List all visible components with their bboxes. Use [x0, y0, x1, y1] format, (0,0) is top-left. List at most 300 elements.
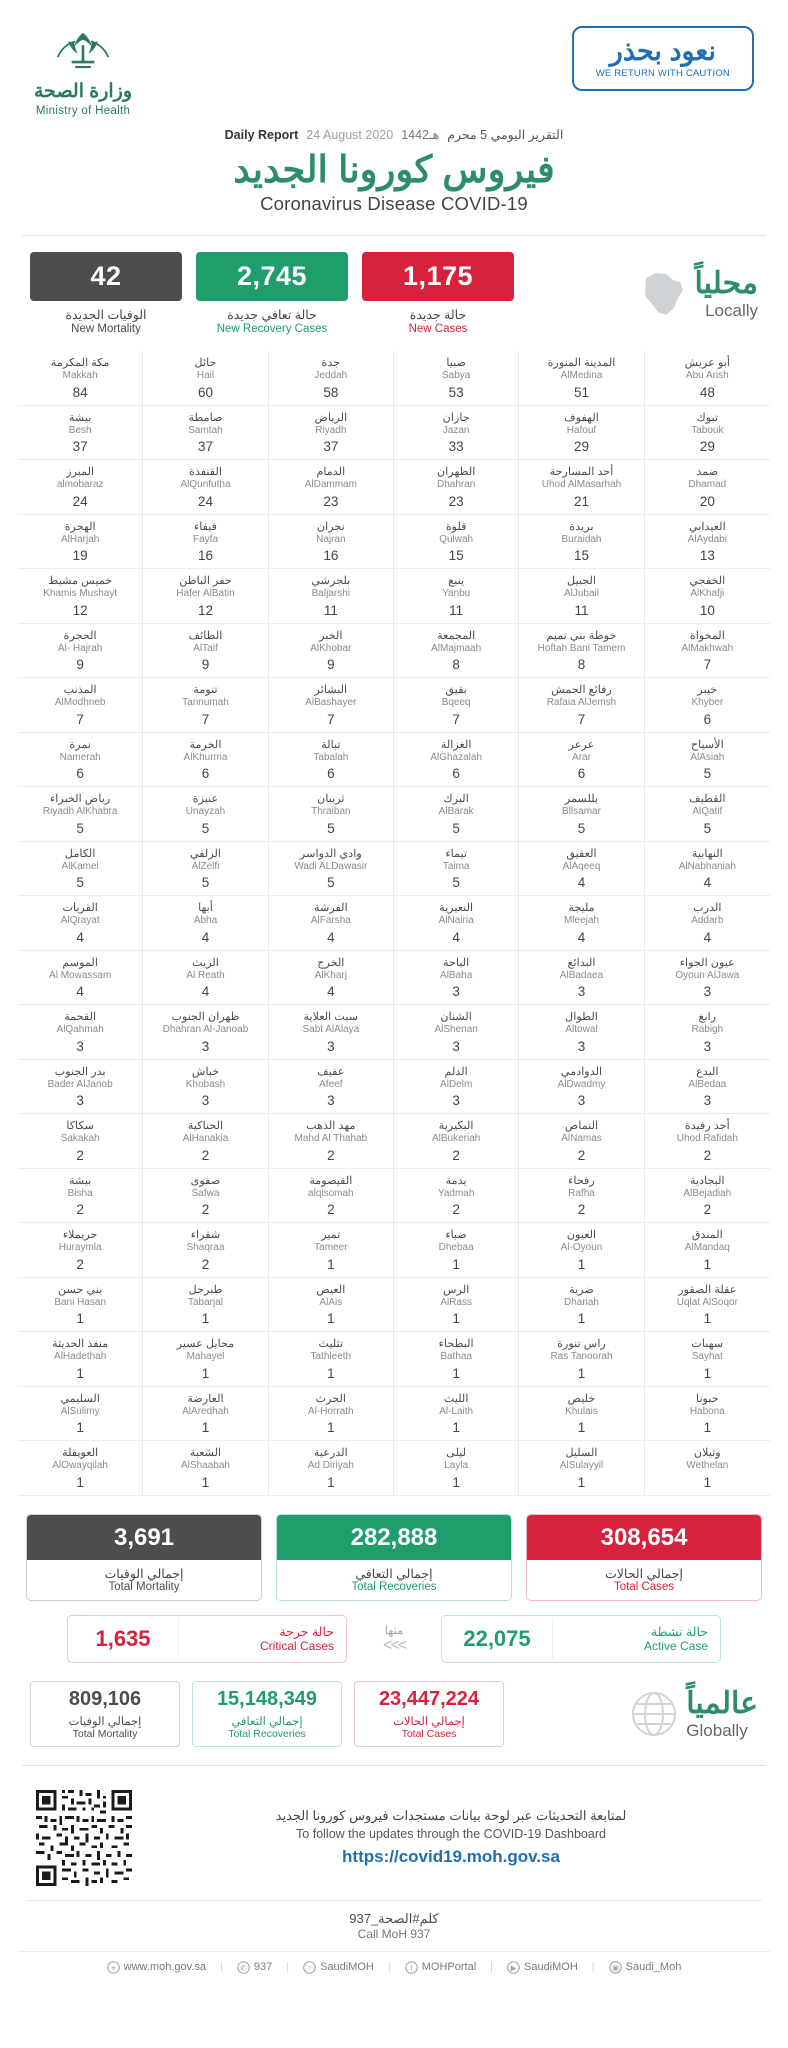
city-name-ar: أبها: [198, 902, 213, 914]
city-name-ar: خباش: [191, 1065, 220, 1078]
city-cell: [18, 1060, 143, 1115]
city-name-ar: القريات: [62, 902, 98, 914]
city-case-count: 1: [577, 1420, 586, 1435]
city-case-count: 51: [573, 384, 589, 400]
city-name-ar: النماص: [564, 1120, 599, 1132]
city-name-en: Rabigh: [691, 1024, 724, 1035]
city-cell: [519, 1169, 644, 1224]
city-name-en: AlAqeeq: [562, 860, 601, 872]
city-name-en: Dhahran Al-Janoab: [162, 1024, 249, 1035]
city-case-count: 3: [201, 1038, 210, 1054]
city-name-ar: جدة: [321, 357, 341, 369]
active-cases-value: 22,075: [463, 1625, 531, 1651]
city-name-ar: الحناكية: [187, 1120, 224, 1132]
city-name-en: AlKhobar: [310, 642, 352, 654]
daily-report-label-ar: التقرير اليومي 5 محرم: [447, 128, 564, 142]
city-cell: [18, 624, 143, 679]
city-name-en: Qulwah: [439, 533, 474, 545]
city-name-en: Thraiban: [311, 806, 351, 817]
city-case-count: 2: [201, 1256, 210, 1272]
city-case-count: 4: [327, 929, 335, 945]
city-name-en: Uqlat AlSoqor: [676, 1296, 738, 1308]
phone-icon: [237, 1961, 250, 1974]
city-case-count: 11: [449, 602, 464, 618]
stat-new-cases: [362, 252, 514, 335]
svg-text:▶: ▶: [510, 1962, 517, 1972]
global-total-mortality: [30, 1681, 180, 1747]
report-header: [0, 0, 788, 121]
city-name-en: Mahd Al Thahab: [294, 1133, 368, 1144]
city-name-en: AlNamas: [561, 1133, 602, 1144]
city-cell: [18, 896, 143, 951]
city-name-ar: أحد رفيدة: [684, 1120, 730, 1132]
city-name-en: Bllsamar: [562, 806, 601, 817]
city-name-en: AlNabhaniah: [678, 860, 736, 872]
city-cell: [519, 787, 644, 842]
city-case-count: 5: [577, 820, 586, 836]
city-case-count: 7: [577, 711, 586, 727]
city-name-en: Khobash: [185, 1078, 226, 1090]
city-name-en: Ad Diriyah: [307, 1460, 354, 1471]
total-cases-label-en: Total Cases: [613, 1580, 675, 1593]
global-total-mortality-label-en: Total Mortality: [72, 1727, 138, 1740]
city-name-ar: بريدة: [569, 520, 594, 533]
city-name-en: AlBarak: [438, 806, 474, 817]
city-cell: [645, 1169, 770, 1224]
city-name-ar: بدر الجنوب: [54, 1065, 106, 1078]
city-cell: [645, 460, 770, 515]
city-name-en: Baljarshi: [311, 588, 350, 599]
city-name-ar: البكيرية: [438, 1120, 474, 1132]
city-cell: [394, 1005, 519, 1060]
city-case-count: 23: [448, 493, 464, 509]
footer-social-row: [18, 1951, 770, 1978]
city-name-en: Bani Hasan: [54, 1296, 107, 1308]
city-case-count: 2: [327, 1147, 335, 1163]
dashboard-label-ar: لمتابعة التحديثات عبر لوحة بيانات مستجدات فيروس كورونا الجديد: [275, 1808, 627, 1823]
city-cell: [645, 678, 770, 733]
city-name-ar: أحد المسارحة: [549, 466, 614, 478]
city-name-en: Hafer AlBatin: [176, 588, 235, 599]
moh-logo-label-ar: وزارة الصحة: [34, 81, 133, 102]
city-name-en: AlBedaa: [688, 1078, 727, 1090]
total-recoveries: [276, 1514, 512, 1601]
city-name-ar: الليث: [443, 1392, 469, 1405]
footer-item[interactable]: [507, 1961, 578, 1974]
from-of-label-ar: منها: [384, 1624, 404, 1637]
city-name-en: AlGhazalah: [430, 751, 483, 763]
city-name-en: AlAredhah: [182, 1405, 229, 1417]
city-case-count: 5: [452, 875, 460, 890]
city-cell: [18, 1005, 143, 1060]
city-name-ar: راس تنورة: [557, 1338, 606, 1350]
city-cell: [519, 896, 644, 951]
city-cell: [269, 1060, 394, 1115]
city-name-ar: بني حسن: [57, 1283, 103, 1296]
city-case-count: 84: [72, 384, 88, 400]
city-cell: [394, 624, 519, 679]
city-case-count: 1: [327, 1474, 335, 1490]
city-name-ar: الريث: [192, 956, 219, 969]
city-name-ar: الفرشة: [313, 902, 348, 914]
critical-cases-label-en: Critical Cases: [259, 1639, 334, 1653]
city-name-ar: القنفذة: [189, 466, 222, 478]
city-cell: [143, 1060, 268, 1115]
city-name-ar: عرعر: [568, 738, 595, 751]
city-name-en: Khulais: [565, 1405, 598, 1417]
city-name-en: AlOwayqilah: [52, 1460, 108, 1471]
city-name-en: AlQatif: [692, 806, 723, 817]
city-case-count: 5: [201, 820, 210, 836]
city-case-count: 9: [76, 657, 84, 672]
saudi-map-icon: [640, 268, 686, 320]
city-name-ar: الجبيل: [567, 575, 596, 587]
stat-new-recoveries-value: 2,745: [196, 252, 348, 301]
global-total-recoveries: [192, 1681, 342, 1747]
globe-icon: [107, 1961, 120, 1974]
city-name-ar: صفوى: [190, 1174, 221, 1187]
city-case-count: 29: [573, 439, 589, 454]
city-case-count: 1: [201, 1474, 210, 1490]
footer-item[interactable]: [405, 1961, 476, 1974]
city-cell: [519, 1441, 644, 1496]
city-name-en: Unayzah: [185, 806, 226, 817]
global-total-mortality-value: 809,106: [68, 1687, 142, 1710]
city-name-en: AlSulimy: [60, 1405, 100, 1417]
city-name-ar: العقيق: [566, 847, 597, 860]
twitter-icon: [303, 1961, 316, 1974]
city-name-en: Al Reath: [186, 969, 225, 981]
city-name-en: Hafouf: [566, 424, 597, 436]
from-of-indicator: [359, 1623, 429, 1655]
city-name-en: Tathleeth: [310, 1351, 352, 1362]
city-name-en: AlKharj: [314, 969, 347, 981]
stat-new-cases-label-ar: حالة جديدة: [409, 308, 467, 322]
divider-2: [22, 1765, 766, 1766]
city-case-count: 2: [76, 1256, 84, 1272]
city-case-count: 1: [703, 1474, 712, 1490]
city-case-count: 4: [76, 929, 84, 945]
svg-text:ᵗ: ᵗ: [308, 1962, 311, 1972]
city-name-ar: البرك: [443, 793, 469, 805]
city-name-ar: الغزالة: [440, 738, 472, 751]
city-cell: [394, 351, 519, 406]
city-cell: [18, 1332, 143, 1387]
city-name-ar: الظهران: [436, 466, 476, 478]
city-cell: [645, 896, 770, 951]
city-cell: [18, 569, 143, 624]
city-name-en: Al-Horrath: [308, 1405, 354, 1417]
city-case-count: 2: [327, 1202, 335, 1217]
critical-cases-label-ar: حالة حرجة: [279, 1625, 334, 1639]
global-total-cases: [354, 1681, 504, 1747]
city-name-en: Altowal: [565, 1024, 598, 1035]
city-case-count: 1: [703, 1420, 712, 1435]
city-cell: [645, 787, 770, 842]
title-block: [0, 121, 788, 223]
city-cell: [143, 624, 268, 679]
city-case-count: 4: [76, 984, 84, 999]
city-cell: [645, 951, 770, 1006]
city-cell: [18, 1278, 143, 1333]
city-name-ar: الخرمة: [189, 738, 222, 751]
city-case-count: 1: [452, 1256, 460, 1272]
city-cell: [645, 624, 770, 679]
city-name-ar: البدع: [696, 1065, 719, 1078]
city-case-count: 3: [327, 1093, 335, 1108]
city-name-en: Hoftah Bani Tamem: [537, 642, 626, 654]
city-cell: [143, 951, 268, 1006]
city-cell: [645, 406, 770, 461]
city-name-en: Dhebaa: [438, 1242, 474, 1253]
city-case-count: 2: [201, 1202, 210, 1217]
city-name-en: Samtah: [188, 424, 223, 436]
locally-label-ar: محلياً: [694, 267, 758, 300]
city-cell: [143, 1441, 268, 1496]
city-case-count: 8: [577, 657, 586, 672]
city-case-count: 6: [201, 766, 210, 781]
footer-separator: |: [591, 1961, 595, 1973]
city-name-en: Makkah: [62, 370, 98, 381]
city-name-ar: سهبات: [691, 1338, 724, 1350]
globe-icon: [630, 1690, 678, 1738]
city-cell: [269, 733, 394, 788]
city-name-ar: رابغ: [698, 1011, 717, 1023]
city-name-ar: العيص: [316, 1283, 346, 1296]
city-name-en: Abu Arish: [685, 370, 729, 381]
city-name-ar: البشائر: [314, 684, 348, 696]
city-case-count: 9: [327, 657, 335, 672]
city-name-en: AlDwadmy: [557, 1078, 606, 1090]
city-case-count: 5: [703, 766, 712, 781]
hijri-year: 1442هـ: [401, 128, 440, 142]
svg-text:✆: ✆: [240, 1962, 247, 1972]
city-cell: [645, 1114, 770, 1169]
footer-item[interactable]: [303, 1961, 374, 1974]
global-total-cases-label-en: Total Cases: [401, 1727, 457, 1740]
daily-report-label-en: Daily Report: [224, 127, 299, 142]
city-name-ar: الرياض: [314, 411, 348, 424]
city-name-en: AlAis: [319, 1296, 343, 1308]
city-cell: [645, 515, 770, 570]
globally-stat-group: [30, 1681, 504, 1747]
city-cell: [519, 1332, 644, 1387]
city-name-en: Namerah: [59, 751, 101, 763]
city-name-ar: العيدابي: [688, 520, 726, 533]
city-case-count: 1: [327, 1420, 335, 1435]
city-name-ar: ضمد: [696, 466, 719, 478]
city-case-count: 1: [577, 1256, 586, 1272]
city-name-ar: خليص: [567, 1392, 596, 1405]
city-cell: [18, 1169, 143, 1224]
city-name-ar: الموسم: [62, 956, 98, 969]
city-cell: [394, 1223, 519, 1278]
city-name-en: Dhamad: [688, 479, 727, 490]
city-cell: [143, 1223, 268, 1278]
city-name-ar: الطوال: [565, 1011, 598, 1023]
city-case-count: 3: [703, 1093, 712, 1108]
city-name-ar: الدمام: [316, 466, 346, 478]
city-cell: [269, 406, 394, 461]
city-cell: [143, 1278, 268, 1333]
city-name-ar: حفر الباطن: [179, 575, 232, 587]
city-case-count: 37: [323, 439, 339, 454]
critical-cases-card: [67, 1615, 347, 1663]
footer-item[interactable]: [237, 1961, 272, 1974]
city-name-ar: رفائع الجمش: [551, 684, 612, 696]
city-case-count: 2: [703, 1202, 712, 1217]
city-case-count: 7: [76, 711, 84, 727]
city-name-en: Shaqraa: [186, 1242, 225, 1253]
city-name-en: almobaraz: [56, 479, 104, 490]
city-cell: [269, 624, 394, 679]
footer-item[interactable]: [107, 1961, 206, 1974]
city-name-en: Sabt AlAlaya: [302, 1024, 360, 1035]
dashboard-url-link[interactable]: https://covid19.moh.gov.sa: [342, 1847, 560, 1866]
city-name-ar: سكاكا: [66, 1120, 95, 1132]
city-cell: [269, 351, 394, 406]
stat-new-mortality-label-ar: الوفيات الجديدة: [65, 308, 147, 322]
city-name-ar: الخرج: [317, 956, 345, 969]
city-cell: [18, 951, 143, 1006]
city-cell: [519, 406, 644, 461]
stat-new-mortality-value: 42: [30, 252, 182, 301]
city-cell: [143, 1005, 268, 1060]
city-name-en: Sakakah: [60, 1133, 100, 1144]
city-name-ar: ليلى: [446, 1447, 467, 1459]
locally-stat-group: [30, 252, 514, 335]
footer-item-label: Saudi_Moh: [625, 1961, 682, 1973]
city-name-en: Habona: [689, 1405, 725, 1417]
stat-new-recoveries-label-ar: حالة تعافي جديدة: [227, 308, 317, 322]
city-name-ar: منفذ الحديثة: [52, 1338, 109, 1350]
city-cell: [394, 678, 519, 733]
city-name-ar: السليمي: [60, 1392, 100, 1405]
city-name-en: Besh: [68, 424, 92, 436]
city-name-ar: الباحة: [443, 956, 470, 969]
city-name-en: Al-Laith: [439, 1405, 474, 1417]
city-case-count: 12: [72, 602, 88, 618]
city-name-ar: تبالة: [321, 738, 341, 751]
city-cell: [269, 1223, 394, 1278]
city-cell: [394, 787, 519, 842]
city-name-en: Huraymla: [58, 1242, 102, 1253]
city-name-en: AlQrayat: [60, 915, 100, 926]
city-cell: [18, 460, 143, 515]
city-cell: [143, 1387, 268, 1442]
city-cell: [645, 1278, 770, 1333]
city-cell: [18, 515, 143, 570]
city-name-ar: بللسمر: [564, 793, 599, 805]
city-name-en: AlMakhwah: [681, 642, 734, 654]
city-name-ar: العارضة: [187, 1392, 224, 1405]
qr-code-icon: [36, 1790, 132, 1886]
city-name-ar: ينبع: [448, 575, 465, 587]
city-name-en: AlBashayer: [305, 697, 357, 708]
city-name-ar: الخبر: [319, 629, 343, 642]
instagram-icon: [609, 1961, 622, 1974]
city-name-en: Dhahran: [436, 479, 476, 490]
city-cell: [519, 515, 644, 570]
svg-text:▣: ▣: [611, 1962, 619, 1972]
city-cell: [519, 1278, 644, 1333]
city-name-en: AlFarsha: [310, 915, 351, 926]
city-name-en: Yanbu: [442, 588, 471, 599]
city-cell: [143, 1114, 268, 1169]
city-name-en: Wethelan: [686, 1460, 729, 1471]
city-name-en: Jeddah: [314, 370, 348, 381]
city-cell: [519, 1223, 644, 1278]
city-case-count: 3: [76, 1038, 84, 1054]
active-cases-label-ar: حالة نشطة: [650, 1625, 708, 1639]
city-case-count: 37: [197, 439, 213, 454]
city-name-en: AlNairia: [438, 915, 474, 926]
city-case-count: 3: [577, 1038, 586, 1054]
stat-new-mortality: [30, 252, 182, 335]
total-cases-label-ar: إجمالي الحالات: [605, 1566, 683, 1581]
global-total-cases-value: 23,447,224: [378, 1687, 480, 1710]
globally-label-en: Globally: [686, 1721, 748, 1740]
city-name-en: AlBadaea: [559, 969, 604, 981]
city-case-count: 1: [201, 1311, 210, 1326]
city-case-count: 7: [703, 657, 712, 672]
city-case-count: 13: [699, 548, 715, 563]
city-name-ar: بيشة: [68, 411, 92, 424]
city-name-ar: المجمعة: [437, 629, 476, 642]
city-name-ar: المدينة المنورة: [547, 357, 616, 369]
city-case-count: 1: [201, 1420, 210, 1435]
city-name-en: AlShaabah: [181, 1460, 230, 1471]
total-mortality: [26, 1514, 262, 1601]
city-cell: [519, 460, 644, 515]
city-name-en: Bathaa: [440, 1351, 473, 1362]
city-name-en: Safwa: [191, 1187, 220, 1199]
city-name-en: AlAsiah: [690, 751, 725, 763]
city-case-count: 37: [72, 439, 88, 454]
footer-item[interactable]: [609, 1961, 682, 1974]
city-cell: [143, 896, 268, 951]
city-cell: [18, 1114, 143, 1169]
city-name-ar: بيشة: [68, 1174, 92, 1187]
moh-logo: [34, 26, 132, 117]
city-case-count: 1: [327, 1365, 335, 1381]
locally-summary: [0, 248, 788, 341]
city-cell: [645, 1387, 770, 1442]
city-cell: [645, 1223, 770, 1278]
city-case-count: 1: [452, 1420, 460, 1435]
city-cell: [143, 406, 268, 461]
locally-heading: [640, 266, 758, 321]
campaign-label-en: WE RETURN WITH CAUTION: [595, 68, 730, 79]
city-name-ar: الهفوف: [564, 411, 599, 424]
city-case-count: 10: [699, 602, 715, 618]
city-cell: [394, 1114, 519, 1169]
city-name-en: AlJubail: [563, 588, 599, 599]
page-title-en: Coronavirus Disease COVID-19: [260, 193, 528, 214]
city-cell: [269, 569, 394, 624]
city-case-count: 3: [703, 1038, 712, 1054]
critical-cases-value: 1,635: [95, 1625, 151, 1651]
critical-active-row: [0, 1607, 788, 1667]
city-name-ar: تمير: [321, 1229, 341, 1241]
city-case-count: 4: [327, 984, 335, 999]
city-case-count: 1: [327, 1256, 335, 1272]
city-case-count: 4: [577, 875, 586, 890]
city-case-count: 5: [327, 820, 335, 836]
city-case-count: 2: [76, 1147, 84, 1163]
city-name-ar: تبوك: [696, 411, 719, 424]
total-recoveries-value: 282,888: [277, 1515, 511, 1560]
